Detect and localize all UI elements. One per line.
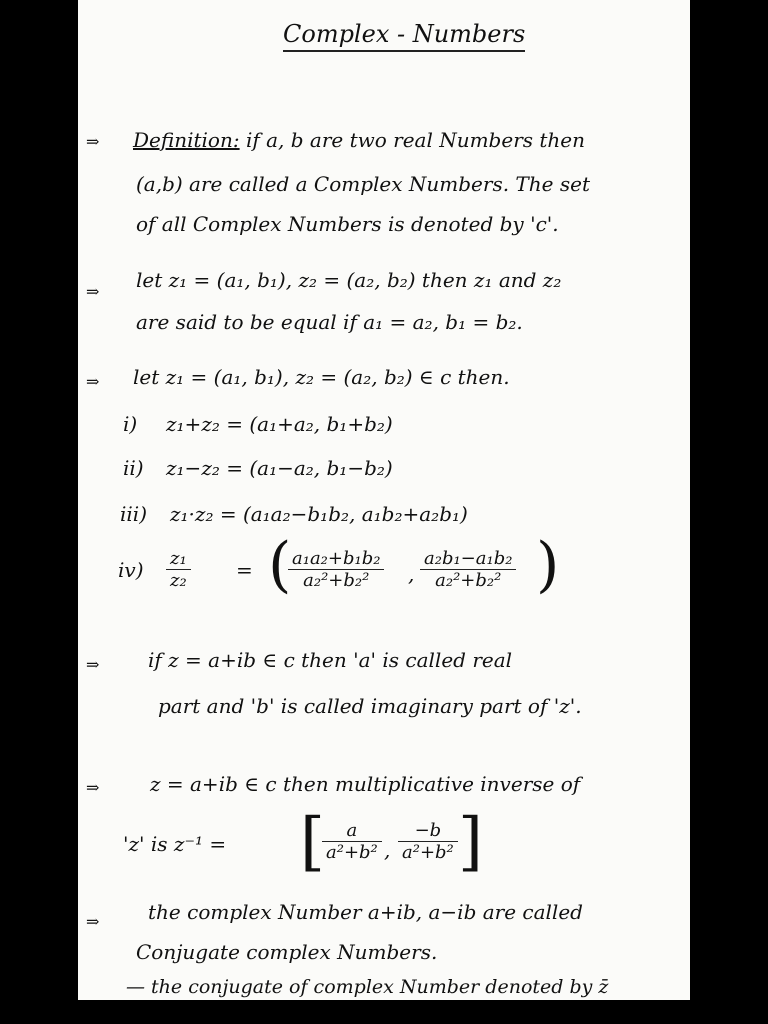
left-paren-icon: (: [268, 530, 292, 600]
operation-label-3: iii): [120, 502, 147, 526]
left-bracket-icon: [: [300, 805, 325, 879]
notebook-page: [78, 0, 690, 1000]
division-fraction-1: [288, 548, 384, 591]
definition-line-2: (a,b) are called a Complex Numbers. The set: [136, 172, 590, 196]
operation-label-4: iv): [118, 558, 144, 582]
equality-line-2: are said to be equal if a₁ = a₂, b₁ = b₂.: [136, 310, 523, 334]
division-equals-sign: =: [236, 558, 253, 582]
inverse-comma: ,: [384, 838, 391, 862]
inverse-line-1: z = a+ib ∈ c then multiplicative inverse of: [150, 772, 581, 796]
operation-expr-1: z₁+z₂ = (a₁+a₂, b₁+b₂): [166, 412, 393, 436]
division-f2-denominator: a₂²+b₂²: [435, 570, 502, 591]
inverse-f2-denominator: a²+b²: [402, 842, 454, 863]
inverse-f1-denominator: a²+b²: [326, 842, 378, 863]
definition-line-1: [133, 128, 585, 152]
arrow-bullet-icon: ⇒: [86, 282, 100, 301]
operation-label-2: ii): [123, 456, 144, 480]
inverse-fraction-1: [322, 820, 382, 863]
definition-line-3: of all Complex Numbers is denoted by 'c'.: [136, 212, 559, 236]
inverse-f2-numerator: −b: [398, 820, 458, 842]
operation-expr-3: z₁·z₂ = (a₁a₂−b₁b₂, a₁b₂+a₂b₁): [170, 502, 468, 526]
conjugate-line-2: Conjugate complex Numbers.: [136, 940, 438, 964]
inverse-lhs: 'z' is z⁻¹ =: [123, 832, 227, 856]
division-lhs-fraction: [166, 548, 191, 591]
definition-text-1: if a, b are two real Numbers then: [245, 128, 586, 152]
right-bracket-icon: ]: [458, 805, 483, 879]
arrow-bullet-icon: ⇒: [86, 778, 100, 797]
inverse-fraction-2: [398, 820, 458, 863]
real-imag-line-2: part and 'b' is called imaginary part of 'z'.: [158, 694, 582, 718]
arrow-bullet-icon: ⇒: [86, 655, 100, 674]
arrow-bullet-icon: ⇒: [86, 132, 100, 151]
definition-label: Definition:: [133, 128, 240, 152]
real-imag-line-1: if z = a+ib ∈ c then 'a' is called real: [148, 648, 513, 672]
division-lhs-numerator: z₁: [166, 548, 191, 570]
division-fraction-2: [420, 548, 516, 591]
page-title: Complex - Numbers: [283, 20, 525, 52]
division-f1-numerator: a₁a₂+b₁b₂: [288, 548, 384, 570]
division-comma: ,: [408, 562, 415, 586]
arrow-bullet-icon: ⇒: [86, 912, 100, 931]
division-f2-numerator: a₂b₁−a₁b₂: [420, 548, 516, 570]
arrow-bullet-icon: ⇒: [86, 372, 100, 391]
operation-label-1: i): [123, 412, 138, 436]
division-lhs-denominator: z₂: [170, 570, 187, 591]
equality-line-1: let z₁ = (a₁, b₁), z₂ = (a₂, b₂) then z₁ and z₂: [136, 268, 562, 292]
operation-expr-2: z₁−z₂ = (a₁−a₂, b₁−b₂): [166, 456, 393, 480]
conjugate-line-1: the complex Number a+ib, a−ib are called: [148, 900, 583, 924]
division-f1-denominator: a₂²+b₂²: [303, 570, 370, 591]
inverse-f1-numerator: a: [322, 820, 382, 842]
operations-intro: let z₁ = (a₁, b₁), z₂ = (a₂, b₂) ∈ c then.: [133, 365, 510, 389]
conjugate-line-3: — the conjugate of complex Number denoted by z̄: [126, 976, 609, 998]
right-paren-icon: ): [536, 530, 560, 600]
